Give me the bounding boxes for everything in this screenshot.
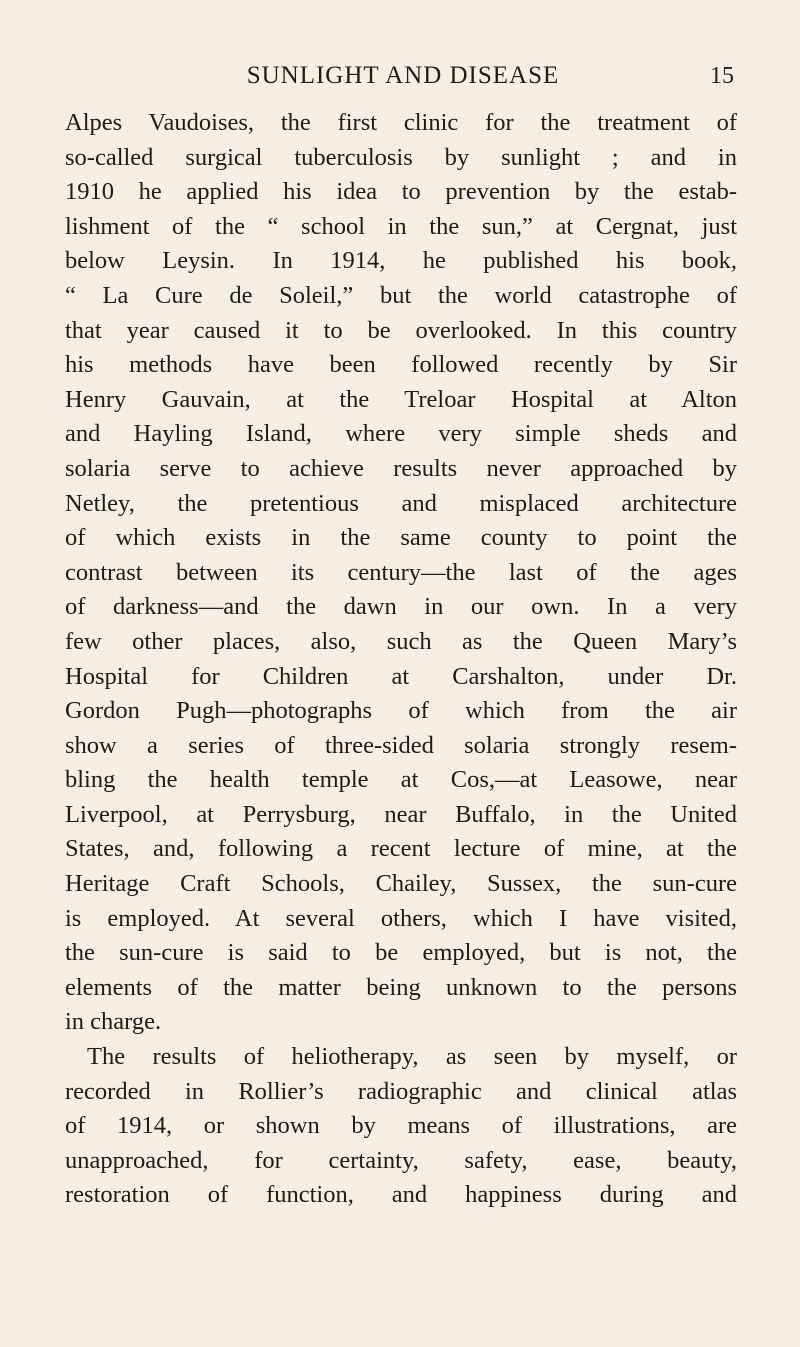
text-line: 1910 he applied his idea to prevention by the estab- (65, 178, 737, 206)
text-line: bling the health temple at Cos,—at Leasowe, near (65, 766, 737, 794)
text-line: the sun-cure is said to be employed, but is not, the (65, 939, 737, 967)
paragraph-start-line: The results of heliotherapy, as seen by myself, or (87, 1043, 737, 1071)
text-line: elements of the matter being unknown to the persons (65, 973, 737, 1001)
text-line: “ La Cure de Soleil,” but the world catastrophe of (65, 281, 737, 309)
text-line: show a series of three-sided solaria strongly resem- (65, 731, 737, 759)
text-line: in charge. (65, 1008, 162, 1036)
text-line: few other places, also, such as the Queen Mary’s (65, 627, 737, 655)
text-line: Heritage Craft Schools, Chailey, Sussex, the sun-cure (65, 870, 737, 898)
text-line: of which exists in the same county to point the (65, 524, 737, 552)
text-line: Henry Gauvain, at the Treloar Hospital at Alton (65, 385, 737, 413)
text-line: is employed. At several others, which I have visited, (65, 904, 737, 932)
running-head (68, 56, 738, 96)
text-line: Netley, the pretentious and misplaced architecture (65, 489, 737, 517)
text-line: lishment of the “ school in the sun,” at Cergnat, just (65, 212, 737, 240)
text-line: so-called surgical tuberculosis by sunlight ; and in (65, 143, 737, 171)
text-line: Liverpool, at Perrysburg, near Buffalo, in the United (65, 800, 737, 828)
text-line: below Leysin. In 1914, he published his book, (65, 247, 737, 275)
text-line: recorded in Rollier’s radiographic and clinical atlas (65, 1077, 737, 1105)
text-line: contrast between its century—the last of the ages (65, 558, 737, 586)
text-line: Hospital for Children at Carshalton, under Dr. (65, 662, 737, 690)
text-line: solaria serve to achieve results never approached by (65, 454, 737, 482)
text-line: States, and, following a recent lecture of mine, at the (65, 835, 737, 863)
text-line: restoration of function, and happiness during and (65, 1181, 737, 1209)
text-line: of 1914, or shown by means of illustrations, are (65, 1112, 737, 1140)
text-line: and Hayling Island, where very simple sheds and (65, 420, 737, 448)
text-line: unapproached, for certainty, safety, ease, beauty, (65, 1146, 737, 1174)
text-line: of darkness—and the dawn in our own. In a very (65, 593, 737, 621)
text-line: Alpes Vaudoises, the first clinic for the treatment of (65, 109, 737, 136)
text-line: Gordon Pugh—photographs of which from the air (65, 697, 737, 725)
running-title: SUNLIGHT AND DISEASE (246, 62, 560, 89)
page-number: 15 (710, 63, 734, 89)
body-text (65, 106, 737, 1213)
text-line: his methods have been followed recently by Sir (65, 351, 737, 379)
text-line: that year caused it to be overlooked. In this country (65, 316, 737, 344)
